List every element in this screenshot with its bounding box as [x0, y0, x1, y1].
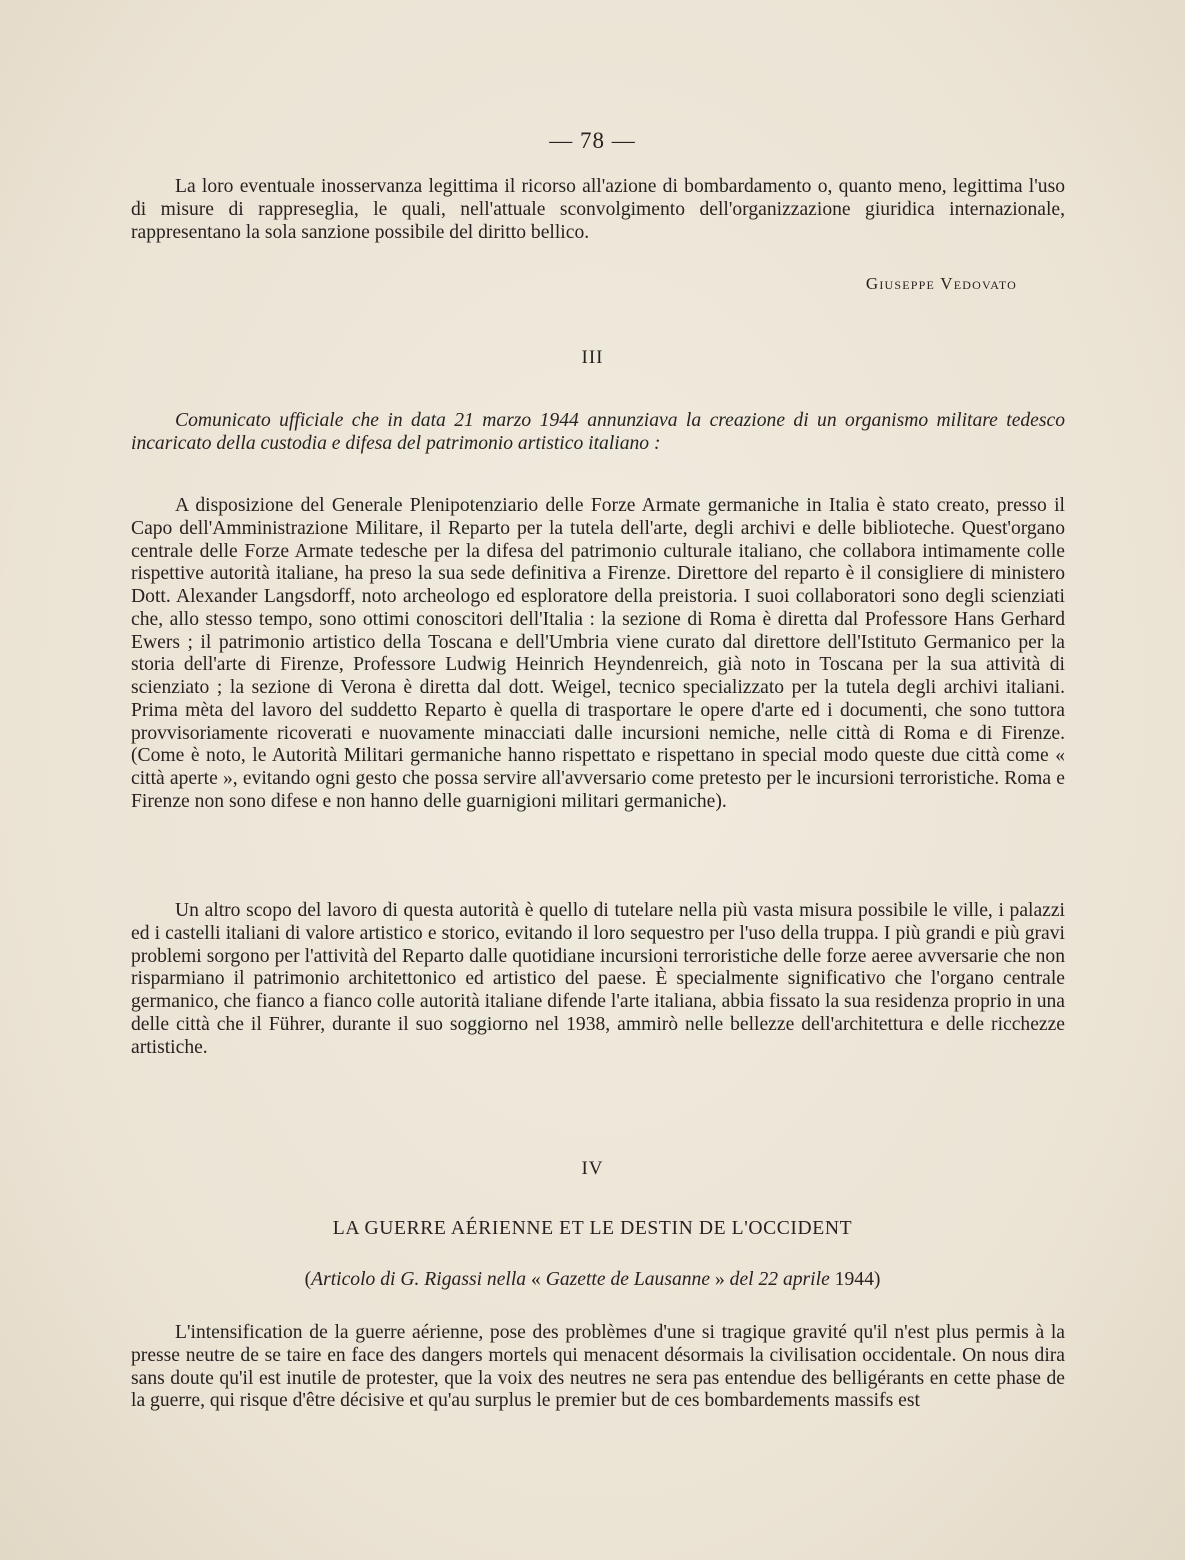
paragraph-reparto: A disposizione del Generale Plenipotenziario delle Forze Armate germaniche in Italia è stato creato, presso il Capo dell'Amministrazione Militare, il Reparto per la tutela dell'arte, degli archivi e delle biblioteche. Quest'organo centrale delle Forze Armate tedesche per la difesa del patrimonio culturale italiano, che collabora intimamente colle rispettive autorità italiane, ha preso la sua sede definitiva a Firenze. Direttore del reparto è il consigliere di ministero Dott. Alexander Langsdorff, noto archeologo ed esploratore della preistoria. I suoi collaboratori sono degli scienziati che, allo stesso tempo, sono ottimi conoscitori dell'Italia : la sezione di Roma è diretta dal Professore Hans Gerhard Ewers ; il patrimonio artistico della Toscana e dell'Umbria viene curato dal direttore dell'Istituto Germanico per la storia dell'arte di Firenze, Professore Ludwig Heinrich Heyndenreich, già noto in Toscana per la sua attività di scienziato ; la sezione di Verona è diretta dal dott. Weigel, tecnico specializzato per la tutela degli archivi italiani. Prima mèta del lavoro del suddetto Reparto è quella di trasportare le opere d'arte ed i documenti, che sono tuttora provvisoriamente ricoverati e nuovamente minacciati dalle incursioni nemiche, nelle città di Roma e di Firenze. (Come è noto, le Autorità Militari germaniche hanno rispettato e rispettano in special modo queste due città come « città aperte », evitando ogni gesto che possa servire all'avversario come pretesto per le incursioni terroristiche. Roma e Firenze non sono difese e non hanno delle guarnigioni militari germaniche). [131, 495, 1065, 812]
subheading-author: Articolo di G. Rigassi nella [311, 1269, 527, 1290]
subheading-year: 1944) [829, 1269, 881, 1290]
subheading-open-paren: ( [304, 1269, 312, 1290]
subheading-newspaper: Gazette de Lausanne [545, 1269, 711, 1290]
paragraph-scopo: Un altro scopo del lavoro di questa autorità è quello di tutelare nella più vasta misura possibile le ville, i palazzi ed i castelli italiani di valore artistico e storico, evitando il loro sequestro per l'uso della truppa. I più grandi e più gravi problemi sorgono per l'attività del Reparto dalle quotidiane incursioni terroristiche delle forze aeree avversarie che non risparmiano il patrimonio architettonico ed artistico del paese. È specialmente significativo che l'organo centrale germanico, che fianco a fianco colle autorità italiane difende l'arte italiana, abbia fissato la sua residenza proprio in una delle città che il Führer, durante il suo soggiorno nel 1938, ammirò nelle bellezze dell'architettura e delle ricchezze artistiche. [131, 900, 1065, 1058]
subheading-date: del 22 aprile [729, 1269, 830, 1290]
page-number: — 78 — [549, 128, 636, 153]
paragraph-conclusion: La loro eventuale inosservanza legittima il ricorso all'azione di bombardamento o, quanto meno, legittima l'uso di misure di rappreseglia, le quali, nell'attuale sconvolgimento dell'organizzazione giuridica internazionale, rappresentano la sola sanzione possibile del diritto bellico. [131, 176, 1065, 243]
subheading-quote-close: » [710, 1269, 730, 1290]
section-number-iv: IV [581, 1158, 604, 1179]
paragraph-guerre-aerienne: L'intensification de la guerre aérienne, pose des problèmes d'une si tragique gravité qu'il n'est plus permis à la presse neutre de se taire en face des dangers mortels qui menacent désormais la civilisation occidentale. On nous dira sans doute qu'il est inutile de protester, que la voix des neutres ne sera pas entendue des belligérants en cette phase de la guerre, qui risque d'être décisive et qu'au surplus le premier but de ces bombardements massifs est [131, 1322, 1065, 1412]
article-heading: LA GUERRE AÉRIENNE ET LE DESTIN DE L'OCCIDENT [332, 1218, 853, 1239]
author-signature: Giuseppe Vedovato [865, 274, 1017, 293]
section-number-iii: III [581, 347, 604, 368]
subheading-quote-open: « [526, 1269, 546, 1290]
article-subheading [0, 1269, 1185, 1291]
section-iii-intro: Comunicato ufficiale che in data 21 marzo 1944 annunziava la creazione di un organismo militare tedesco incaricato della custodia e difesa del patrimonio artistico italiano : [131, 410, 1065, 454]
